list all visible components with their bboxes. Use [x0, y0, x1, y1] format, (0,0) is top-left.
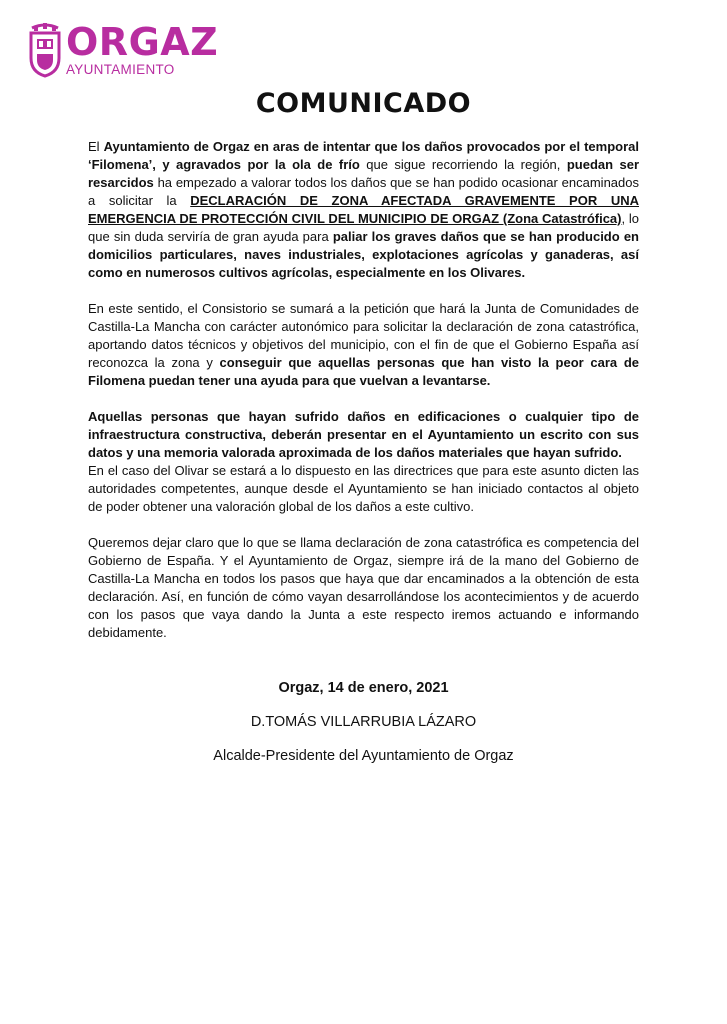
paragraph-5: Queremos dejar claro que lo que se llama declaración de zona catastrófica es competencia del Gobierno de España. Y el Ayuntamiento de Orgaz, siempre irá de la mano del Gobierno de Castilla-La Mancha en todos los pasos que haya que dar encaminados a la obtención de esta declaración. Así, en función de cómo vayan desarrollándose los acontecimientos y de acuerdo con los pasos que vaya dando la Junta a este respecto iremos actuando e informando debidamente.	[88, 535, 639, 640]
document-body	[88, 138, 639, 642]
signer-role: Alcalde-Presidente del Ayuntamiento de Orgaz	[213, 748, 514, 764]
closing-block	[0, 678, 727, 766]
logo-name: ORGAZ	[66, 20, 219, 65]
p1-bold-3: paliar los graves daños que se han producido en domicilios particulares, naves industriales, explotaciones agrícolas y ganaderas, así como en numerosos cultivos agrícolas, especialmente en los Olivares.	[88, 229, 639, 280]
p1-bold-2: puedan ser resarcidos	[88, 157, 640, 190]
paragraph-4: En el caso del Olivar se estará a lo dispuesto en las directrices que para este asunto dicten las autoridades competentes, aunque desde el Ayuntamiento se han iniciado contactos al objeto de poder obtener una valoración global de los daños a este cultivo.	[88, 463, 639, 514]
paragraph-1	[88, 138, 639, 282]
ayuntamiento-logo	[28, 22, 218, 78]
logo-subtitle: AYUNTAMIENTO	[66, 62, 175, 78]
signer-name: D.TOMÁS VILLARRUBIA LÁZARO	[250, 714, 477, 730]
p1-text-4: , lo que sin duda serviría de gran ayuda para	[88, 211, 639, 244]
p3-bold: Aquellas personas que hayan sufrido daños en edificaciones o cualquier tipo de infraestructura constructiva, deberán presentar en el Ayuntamiento un escrito con sus datos y una memoria valorada aproximada de los daños materiales que hayan sufrido.	[88, 409, 639, 460]
paragraph-2	[88, 300, 639, 390]
date-line: Orgaz, 14 de enero, 2021	[278, 680, 449, 696]
p1-declaration-underlined: DECLARACIÓN DE ZONA AFECTADA GRAVEMENTE POR UNA EMERGENCIA DE PROTECCIÓN CIVIL DEL MUNICIPIO DE ORGAZ (Zona Catastrófica)	[88, 193, 639, 226]
p2-bold-1: conseguir que aquellas personas que han visto la peor cara de Filomena puedan tener una ayuda para que vuelvan a levantarse.	[88, 355, 639, 388]
coat-of-arms-icon	[28, 22, 62, 78]
p1-text-1: El	[88, 139, 104, 154]
paragraph-3	[88, 408, 639, 462]
p1-text-2: que sigue recorriendo la región,	[359, 157, 567, 172]
p1-bold-1: Ayuntamiento de Orgaz en aras de intentar que los daños provocados por el temporal ‘Filomena’, y agravados por la ola de frío	[88, 139, 639, 172]
p2-text-1: En este sentido, el Consistorio se sumará a la petición que hará la Junta de Comunidades de Castilla-La Mancha con carácter autonómico para solicitar la declaración de zona catastrófica, aportando datos técnicos y objetivos del municipio, con el fin de que el Gobierno España así reconozca la zona y	[88, 301, 639, 370]
p1-text-3: ha empezado a valorar todos los daños que se han podido ocasionar encaminados a solicitar la	[88, 175, 639, 208]
document-title: COMUNICADO	[255, 88, 472, 119]
